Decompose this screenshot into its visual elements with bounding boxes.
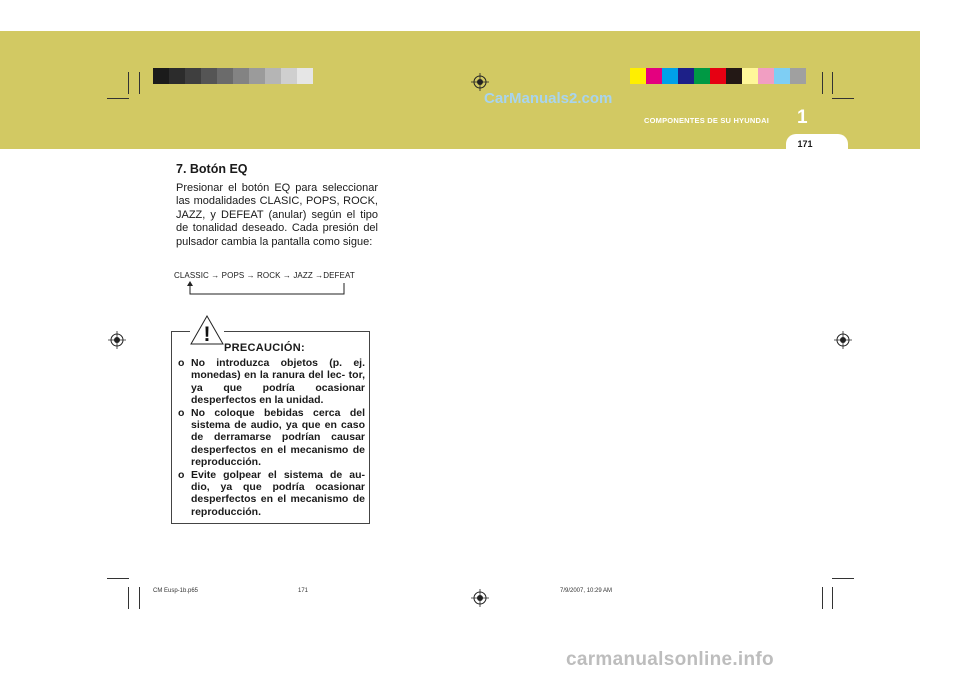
color-swatch <box>726 68 742 84</box>
caution-item-text: No coloque bebidas cerca del sistema de audio, ya que en caso de derramarse podrían causar desperfectos en el mecanismo de reproducción. <box>191 406 365 469</box>
crop-mark <box>139 72 140 94</box>
section-heading: 7. Botón EQ <box>176 162 248 176</box>
color-swatch <box>249 68 265 84</box>
color-swatch <box>694 68 710 84</box>
crop-mark <box>139 587 140 609</box>
color-swatch <box>185 68 201 84</box>
caution-item-text: No introduzca objetos (p. ej. monedas) en la ranura del lec- tor, ya que podría ocasionar desperfectos en la unidad. <box>191 357 365 407</box>
crop-mark <box>832 587 833 609</box>
caution-item <box>178 469 365 519</box>
color-swatch <box>662 68 678 84</box>
section-body: Presionar el botón EQ para seleccionar las modalidades CLASIC, POPS, ROCK, JAZZ, y DEFEAT (anular) según el tipo de tonalidad deseado. Cada presión del pulsador cambia la pantalla como sigue: <box>176 182 378 248</box>
bullet-marker: o <box>178 468 185 481</box>
color-swatch <box>758 68 774 84</box>
caution-list <box>178 357 365 518</box>
crop-mark <box>822 587 823 609</box>
process-color-bar <box>630 68 806 84</box>
page-number: 171 <box>797 139 813 149</box>
chapter-number: 1 <box>797 107 808 128</box>
header-band <box>0 31 920 149</box>
color-swatch <box>201 68 217 84</box>
registration-mark-icon <box>108 331 126 349</box>
watermark-link[interactable]: CarManuals2.com <box>484 90 613 107</box>
caution-item <box>178 357 365 407</box>
crop-mark <box>107 98 129 99</box>
color-swatch <box>790 68 806 84</box>
caution-title: PRECAUCIÓN: <box>224 342 305 354</box>
color-swatch <box>710 68 726 84</box>
color-swatch <box>265 68 281 84</box>
footer-page: 171 <box>298 588 309 594</box>
color-swatch <box>217 68 233 84</box>
color-swatch <box>233 68 249 84</box>
color-swatch <box>297 68 313 84</box>
registration-mark-icon <box>471 589 489 607</box>
color-swatch <box>153 68 169 84</box>
color-swatch <box>169 68 185 84</box>
svg-text:!: ! <box>203 323 211 345</box>
color-swatch <box>678 68 694 84</box>
registration-mark-icon <box>471 73 489 91</box>
crop-mark <box>107 578 129 579</box>
warning-icon <box>190 315 224 345</box>
crop-mark <box>832 98 854 99</box>
eq-button-section <box>176 162 378 249</box>
caution-box <box>171 323 370 524</box>
crop-mark <box>128 587 129 609</box>
crop-mark <box>128 72 129 94</box>
footer-filename: CM Eusp-1b.p65 <box>153 588 199 594</box>
color-swatch <box>281 68 297 84</box>
registration-mark-icon <box>834 331 852 349</box>
crop-mark <box>822 72 823 94</box>
color-swatch <box>774 68 790 84</box>
color-swatch <box>742 68 758 84</box>
caution-item <box>178 407 365 469</box>
section-title: COMPONENTES DE SU HYUNDAI <box>644 116 770 125</box>
crop-mark <box>832 72 833 94</box>
color-swatch <box>646 68 662 84</box>
cycle-return-arrow-icon <box>184 281 348 297</box>
bullet-marker: o <box>178 406 185 419</box>
bullet-marker: o <box>178 357 185 369</box>
color-swatch <box>630 68 646 84</box>
bottom-watermark-link[interactable]: carmanualsonline.info <box>566 649 774 670</box>
footer-datetime: 7/9/2007, 10:29 AM <box>560 588 613 594</box>
caution-item-text: Evite golpear el sistema de au- dio, ya que podría ocasionar desperfectos en el mecanismo de reproducción. <box>191 468 365 518</box>
eq-mode-sequence: CLASSIC → POPS → ROCK → JAZZ →DEFEAT <box>174 271 355 280</box>
gray-color-bar <box>153 68 313 84</box>
crop-mark <box>832 578 854 579</box>
